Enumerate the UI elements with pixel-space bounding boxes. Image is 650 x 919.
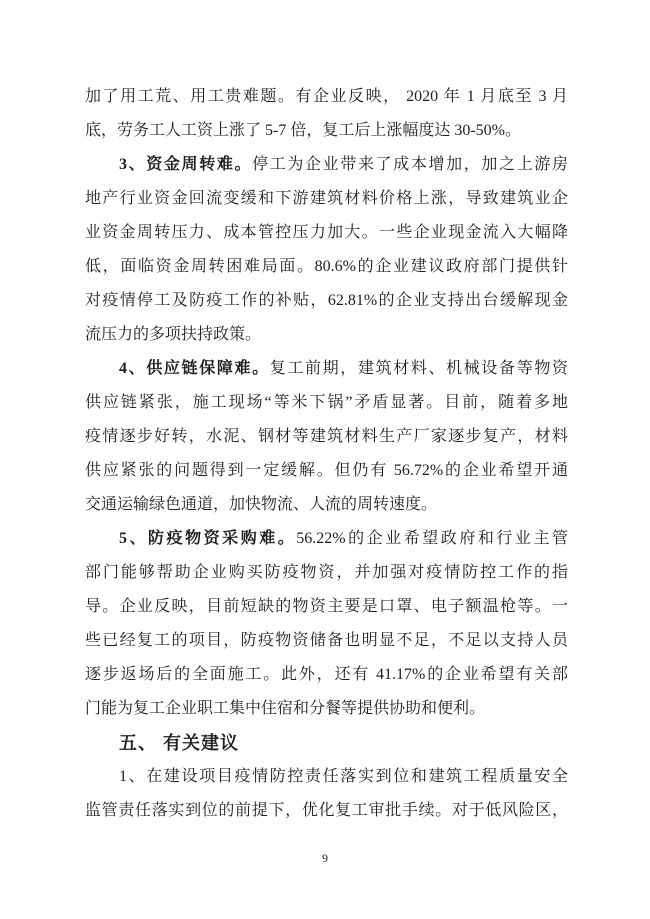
text-run: 1、在建设项目疫情防控责任落实到位和建筑工程质量安全 bbox=[119, 768, 568, 785]
text-run: 疫情逐步好转，水泥、钢材等建筑材料生产厂家逐步复产，材料 bbox=[85, 428, 568, 445]
text-line bbox=[85, 624, 568, 658]
text-line bbox=[85, 420, 568, 454]
text-run: 交通运输绿色通道，加快物流、人流的周转速度。 bbox=[85, 496, 438, 513]
text-line bbox=[85, 590, 568, 624]
text-line bbox=[85, 454, 568, 488]
text-line bbox=[85, 250, 568, 284]
text-line bbox=[85, 386, 568, 420]
text-line bbox=[85, 760, 568, 794]
bold-run: 5、防疫物资采购难。 bbox=[119, 530, 297, 547]
text-line bbox=[85, 284, 568, 318]
text-run: 地产行业资金回流变缓和下游建筑材料价格上涨，导致建筑业企 bbox=[85, 190, 568, 207]
text-run: 复工前期，建筑材料、机械设备等物资 bbox=[269, 360, 568, 377]
text-run: 加了用工荒、用工贵难题。有企业反映， 2020 年 1 月底至 3 月 bbox=[85, 88, 568, 105]
bold-run: 4、供应链保障难。 bbox=[119, 360, 270, 377]
text-run: 监管责任落实到位的前提下，优化复工审批手续。对于低风险区， bbox=[85, 802, 568, 819]
text-line bbox=[85, 114, 568, 148]
text-run: 门能为复工企业职工集中住宿和分餐等提供协助和便利。 bbox=[85, 700, 486, 717]
bold-run: 五、 有关建议 bbox=[119, 733, 240, 753]
text-line bbox=[85, 148, 568, 182]
text-run: 些已经复工的项目，防疫物资储备也明显不足，不足以支持人员 bbox=[85, 632, 568, 649]
text-line bbox=[85, 488, 568, 522]
text-line bbox=[85, 182, 568, 216]
text-line bbox=[85, 80, 568, 114]
text-block bbox=[85, 80, 568, 828]
text-line bbox=[85, 794, 568, 828]
text-run: 低，面临资金周转困难局面。80.6%的企业建议政府部门提供针 bbox=[85, 258, 568, 275]
text-line bbox=[85, 692, 568, 726]
text-run: 供应链紧张，施工现场“等米下锅”矛盾显著。目前，随着多地 bbox=[85, 394, 568, 411]
text-line bbox=[85, 658, 568, 692]
text-line bbox=[85, 216, 568, 250]
text-run: 停工为企业带来了成本增加，加之上游房 bbox=[252, 156, 568, 173]
page-number: 9 bbox=[322, 851, 328, 865]
text-line bbox=[85, 522, 568, 556]
text-run: 流压力的多项扶持政策。 bbox=[85, 326, 262, 343]
bold-run: 3、资金周转难。 bbox=[119, 156, 253, 173]
text-run: 逐步返场后的全面施工。此外，还有 41.17%的企业希望有关部 bbox=[85, 666, 568, 683]
text-run: 底，劳务工人工资上涨了 5-7 倍，复工后上涨幅度达 30-50%。 bbox=[85, 122, 521, 139]
section-heading bbox=[85, 726, 568, 760]
text-line bbox=[85, 352, 568, 386]
text-run: 业资金周转压力、成本管控压力加大。一些企业现金流入大幅降 bbox=[85, 224, 568, 241]
text-run: 部门能够帮助企业购买防疫物资，并加强对疫情防控工作的指 bbox=[85, 564, 568, 581]
text-line bbox=[85, 318, 568, 352]
text-run: 供应紧张的问题得到一定缓解。但仍有 56.72%的企业希望开通 bbox=[85, 462, 568, 479]
text-run: 导。企业反映，目前短缺的物资主要是口罩、电子额温枪等。一 bbox=[85, 598, 568, 615]
text-run: 对疫情停工及防疫工作的补贴，62.81%的企业支持出台缓解现金 bbox=[85, 292, 568, 309]
text-line bbox=[85, 556, 568, 590]
text-run: 56.22%的企业希望政府和行业主管 bbox=[296, 530, 568, 547]
